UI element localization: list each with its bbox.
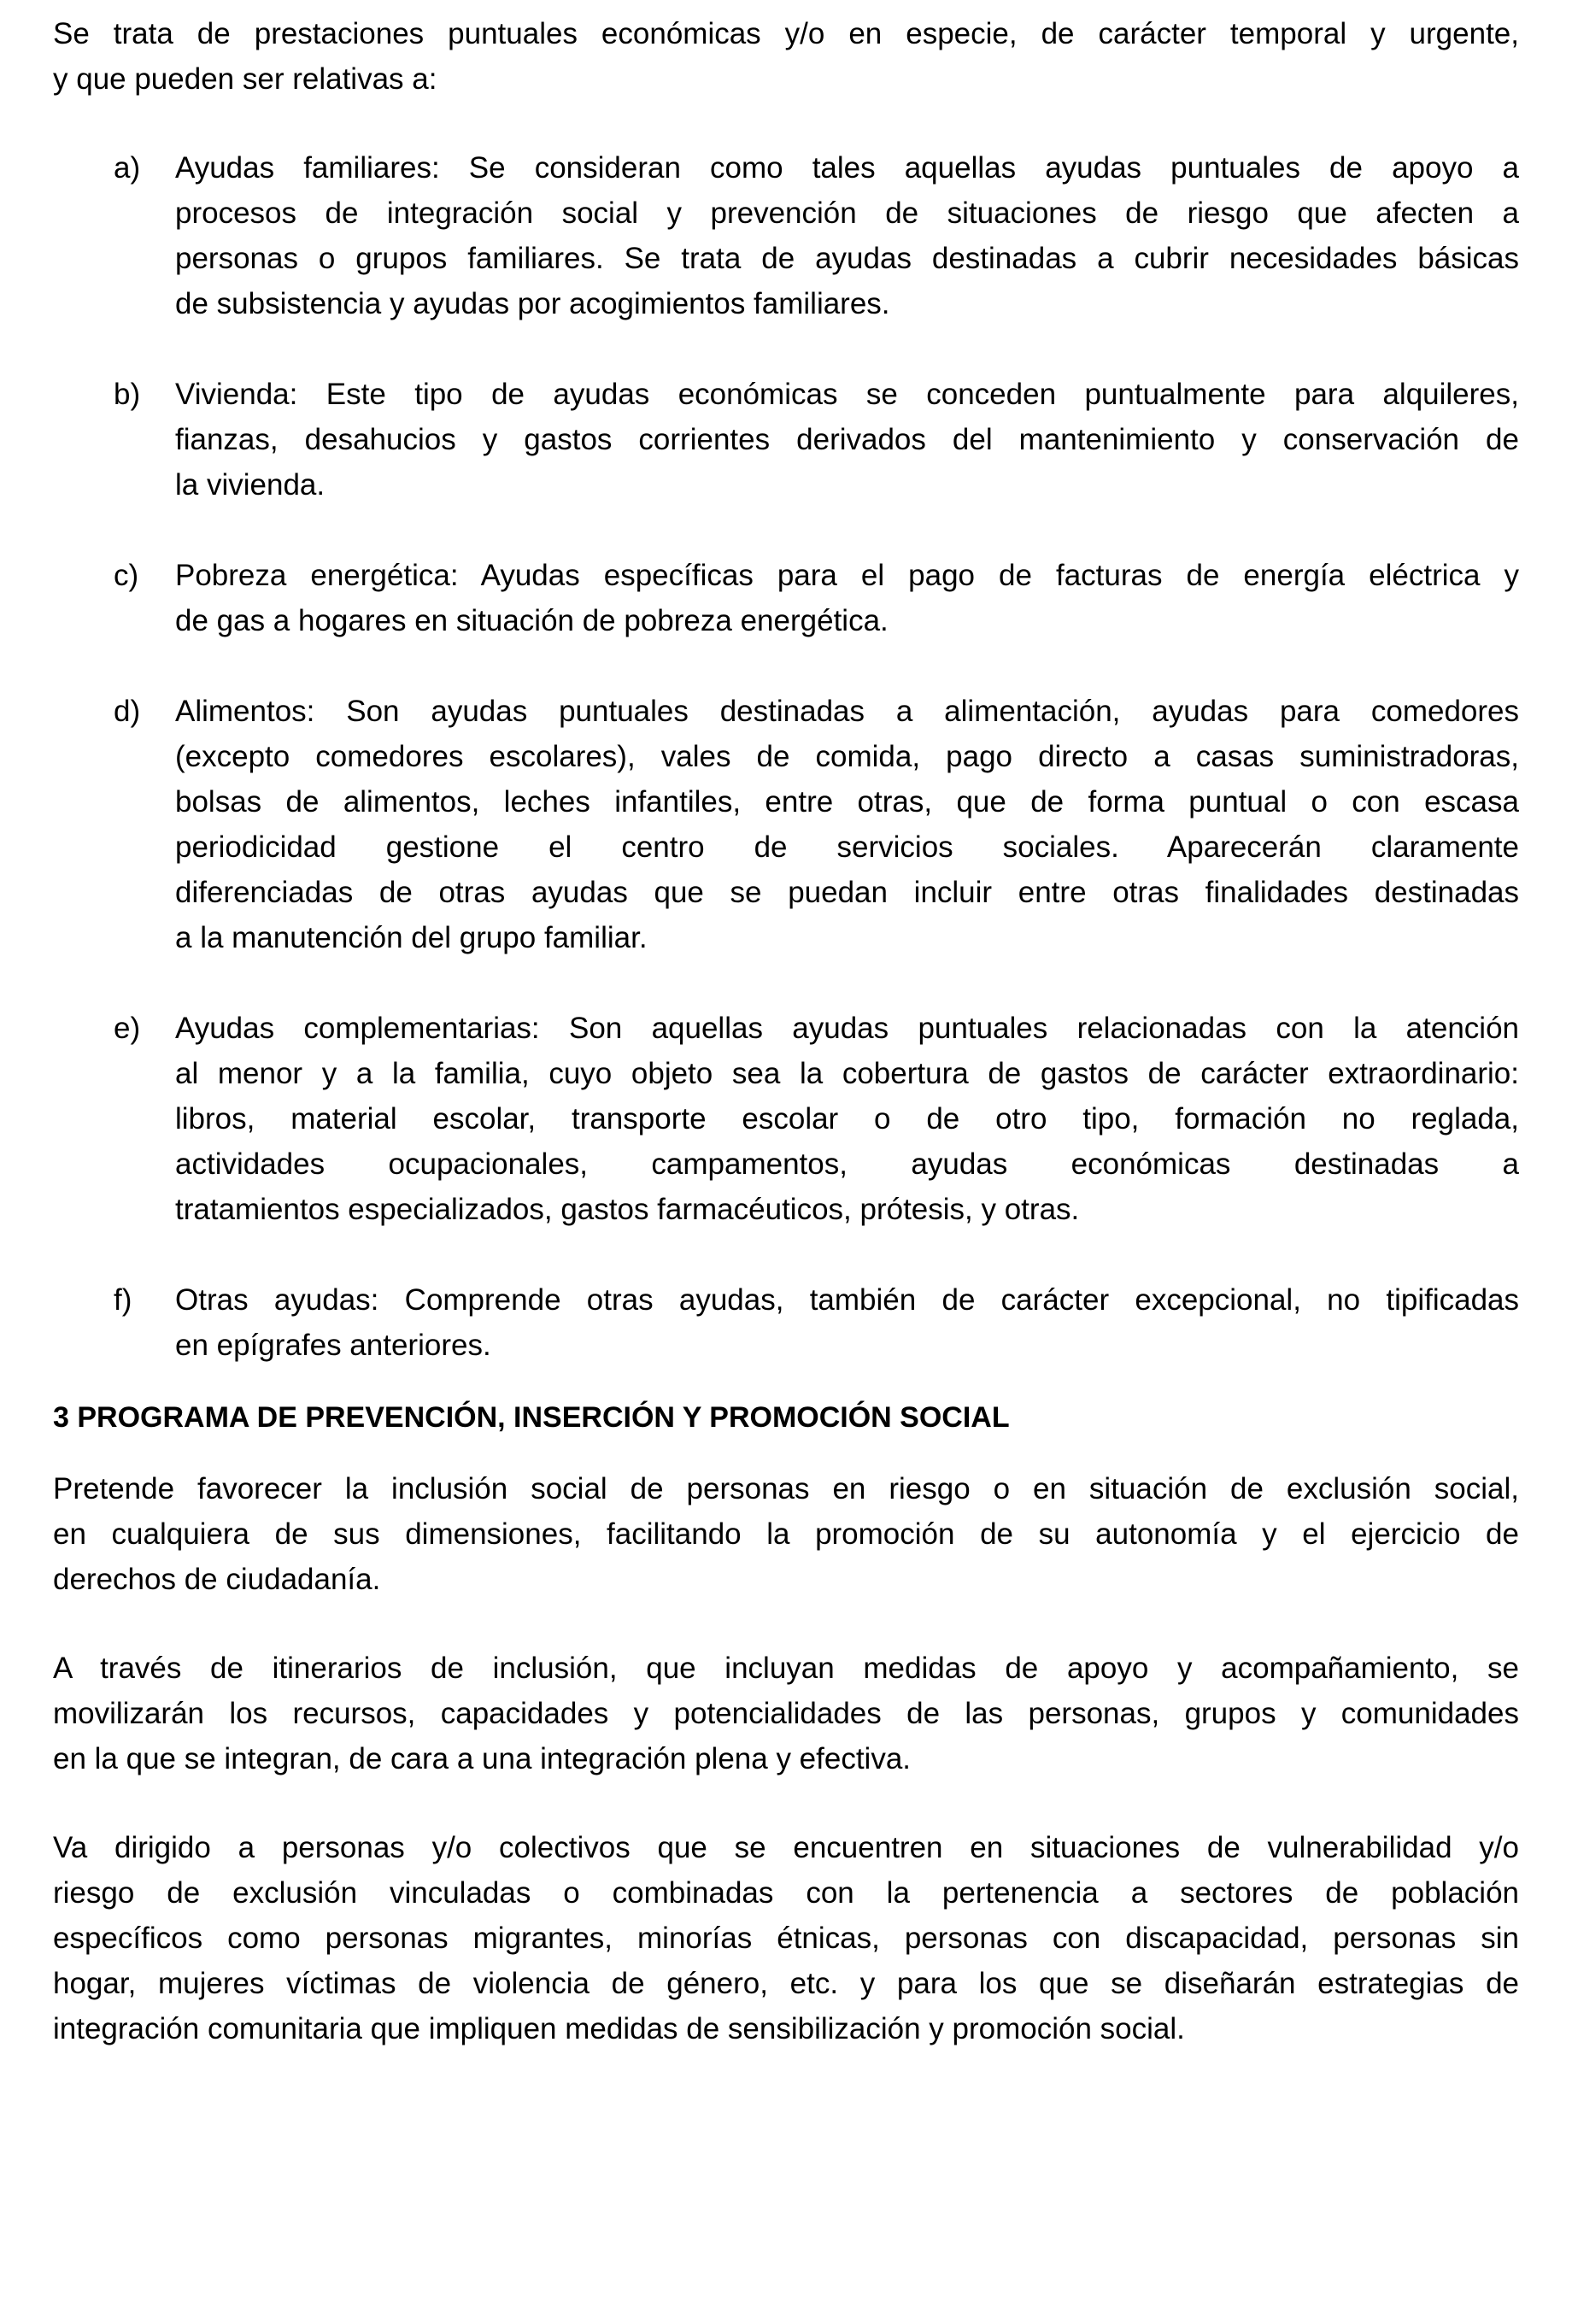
list-item: [53, 372, 1519, 508]
list-item: [53, 553, 1519, 643]
list-item: [53, 689, 1519, 960]
text-line: fianzas, desahucios y gastos corrientes derivados del mantenimiento y conservación de: [175, 423, 1519, 456]
text-line: Alimentos: Son ayudas puntuales destinadas a alimentación, ayudas para comedores: [175, 695, 1519, 728]
text-line: A través de itinerarios de inclusión, que incluyan medidas de apoyo y acompañamiento, se: [53, 1652, 1519, 1685]
text-line: procesos de integración social y prevención de situaciones de riesgo que afecten a: [175, 197, 1519, 230]
text-line: Ayudas familiares: Se consideran como tales aquellas ayudas puntuales de apoyo a: [175, 151, 1519, 185]
text-line: riesgo de exclusión vinculadas o combinadas con la pertenencia a sectores de población: [53, 1876, 1519, 1910]
intro-paragraph: [53, 11, 1519, 102]
body-paragraph: [53, 1825, 1519, 2051]
text-line: hogar, mujeres víctimas de violencia de género, etc. y para los que se diseñarán estrategias de: [53, 1967, 1519, 2000]
text-line: en la que se integran, de cara a una integración plena y efectiva.: [53, 1742, 912, 1775]
text-line: Se trata de prestaciones puntuales económicas y/o en especie, de carácter temporal y urgente,: [53, 17, 1519, 50]
list-item-label: d): [114, 695, 141, 728]
text-line: (excepto comedores escolares), vales de comida, pago directo a casas suministradoras,: [175, 740, 1519, 773]
list-item-label: c): [114, 559, 139, 592]
text-line: Vivienda: Este tipo de ayudas económicas se conceden puntualmente para alquileres,: [175, 378, 1519, 411]
text-line: Ayudas complementarias: Son aquellas ayudas puntuales relacionadas con la atención: [175, 1012, 1519, 1045]
text-line: Otras ayudas: Comprende otras ayudas, también de carácter excepcional, no tipificadas: [175, 1283, 1519, 1317]
text-line: bolsas de alimentos, leches infantiles, entre otras, que de forma puntual o con escasa: [175, 785, 1519, 819]
text-line: libros, material escolar, transporte escolar o de otro tipo, formación no reglada,: [175, 1102, 1519, 1136]
text-line: personas o grupos familiares. Se trata de ayudas destinadas a cubrir necesidades básicas: [175, 242, 1519, 275]
list-item-label: b): [114, 378, 141, 411]
text-line: Pobreza energética: Ayudas específicas para el pago de facturas de energía eléctrica y: [175, 559, 1519, 592]
text-line: derechos de ciudadanía.: [53, 1563, 381, 1596]
text-line: actividades ocupacionales, campamentos, ayudas económicas destinadas a: [175, 1147, 1519, 1181]
text-line: periodicidad gestione el centro de servicios sociales. Aparecerán claramente: [175, 830, 1519, 864]
text-line: a la manutención del grupo familiar.: [175, 921, 648, 954]
text-line: diferenciadas de otras ayudas que se puedan incluir entre otras finalidades destinadas: [175, 876, 1519, 909]
document-page: [53, 11, 1519, 2051]
body-paragraph: [53, 1646, 1519, 1781]
list-item-label: a): [114, 151, 141, 185]
text-line: al menor y a la familia, cuyo objeto sea la cobertura de gastos de carácter extraordinario:: [175, 1057, 1519, 1090]
text-line: tratamientos especializados, gastos farmacéuticos, prótesis, y otras.: [175, 1193, 1080, 1226]
text-line: integración comunitaria que impliquen medidas de sensibilización y promoción social.: [53, 2012, 1185, 2045]
section-heading: 3 PROGRAMA DE PREVENCIÓN, INSERCIÓN Y PROMOCIÓN SOCIAL: [53, 1401, 1010, 1434]
list-item: [53, 1006, 1519, 1232]
text-line: movilizarán los recursos, capacidades y potencialidades de las personas, grupos y comunidades: [53, 1697, 1519, 1730]
text-line: en cualquiera de sus dimensiones, facilitando la promoción de su autonomía y el ejercicio de: [53, 1517, 1519, 1551]
section-body: [53, 1466, 1519, 2051]
body-paragraph: [53, 1466, 1519, 1602]
text-line: en epígrafes anteriores.: [175, 1329, 491, 1362]
list-item-label: f): [114, 1283, 132, 1317]
text-line: Va dirigido a personas y/o colectivos que se encuentren en situaciones de vulnerabilidad y/o: [53, 1831, 1519, 1864]
aid-types-list: [53, 145, 1519, 1368]
list-item-label: e): [114, 1012, 141, 1045]
text-line: específicos como personas migrantes, minorías étnicas, personas con discapacidad, personas sin: [53, 1922, 1519, 1955]
text-line: de subsistencia y ayudas por acogimientos familiares.: [175, 287, 890, 320]
text-line: la vivienda.: [175, 468, 326, 502]
text-line: de gas a hogares en situación de pobreza energética.: [175, 604, 889, 637]
list-item: [53, 145, 1519, 326]
list-item: [53, 1277, 1519, 1368]
text-line: y que pueden ser relativas a:: [53, 62, 437, 96]
text-line: Pretende favorecer la inclusión social de personas en riesgo o en situación de exclusión social,: [53, 1472, 1519, 1505]
